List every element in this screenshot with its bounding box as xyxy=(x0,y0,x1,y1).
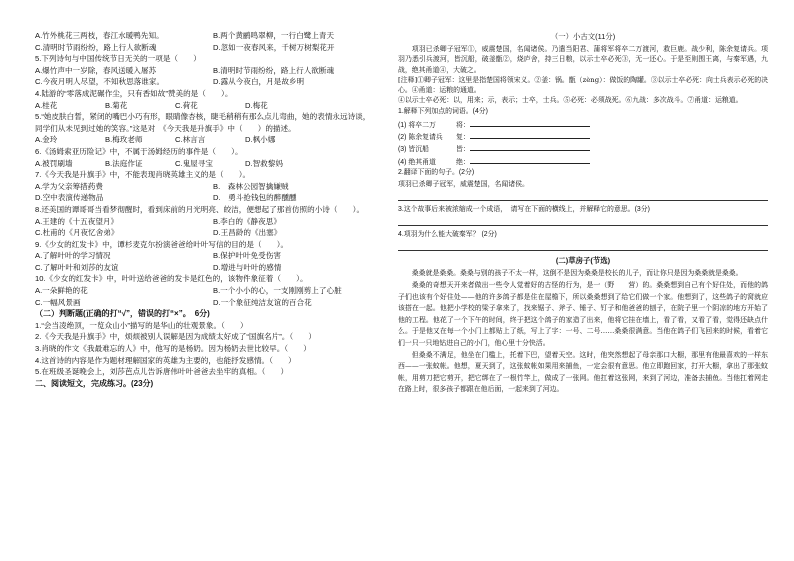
sentence-to-translate: 项羽已杀卿子冠军，威震楚国，名闻诸侯。 xyxy=(398,180,529,188)
question-8: 8.还美国的谭哥哥当看梦彻醒时，看到床前的月光明亮、皎洁，便想起了那首仿照的小诗（ ）。 xyxy=(35,204,365,214)
option-line: A.金玲 B.梅玫老师 C.林言言 D.枫小娜 xyxy=(35,135,276,145)
word-item: (3) 皆沉船 皆： xyxy=(398,142,768,154)
section-2-title: (二)草房子(节选) xyxy=(555,256,611,266)
option-line: A.学为父亲筹措药费 B. 森林公园智擒嫌贼 xyxy=(35,181,289,191)
judge-section-title: （二）判断题(正确的打“√”，错误的打“×”。 6分) xyxy=(35,309,210,319)
option-line: C.清明时节雨纷纷，路上行人欲断魂 D.忽如一夜春风来，千树万树梨花开 xyxy=(35,42,335,52)
guwen-text: 项羽已杀卿子冠军①，威震楚国，名闻诸侯。乃遣当阳君、蒲将军将卒二万渡河，救巨鹿。战少利，陈余复请兵。项羽乃悉引兵渡河，皆沉船，破釜甑②，烧庐舍，持三日粮，以示士卒必死③，无一还心。于是至则围王离，与秦军遇，九战，绝其甬道④，大破之。 xyxy=(398,45,768,74)
left-column xyxy=(35,30,390,550)
option-line: C.杜甫的《月夜忆舍弟》 D.王昌龄的《出塞》 xyxy=(35,228,282,238)
question-7: 7.《今天我是升旗手》中，不能表现肖晓英雄主义的是（ ）。 xyxy=(35,170,251,180)
judge-item: 1.“会当凌绝顶，一览众山小”描写的是华山的壮观景象。（ ） xyxy=(35,320,248,330)
question-5b: 5.“她皮肤白皙，紧闭的嘴巴小巧有形，眼睛像杏核，睫毛稍稍有那么点儿弯曲，她的表情永远诗谈， xyxy=(35,112,371,122)
answer-line[interactable] xyxy=(398,241,768,251)
reading-section-title: 二、阅读短文，完成练习。(23分) xyxy=(35,378,154,388)
question-4: 4.项羽为什么能大破秦军？ (2分) xyxy=(398,231,497,239)
question-2: 2.翻译下面的句子。(2分) xyxy=(398,168,475,176)
word-item: (1) 将卒二万 将： xyxy=(398,118,768,130)
question-3: 3.这个故事后来被浓缩成一个成语， 请写在下面的横线上，并解释它的意思。(3分) xyxy=(398,206,650,214)
question-5b-cont: 同学们从未见到过她的笑容。”这是对 《今天我是升旗手》中（ ）的描述。 xyxy=(35,123,296,133)
option-line: A.被罚刷墙 B.法庭作证 C.鬼屋寻宝 D.智救黎妈 xyxy=(35,158,283,168)
judge-item: 5.在班级圣诞晚会上，刘莎芭点儿告诉唐伟叶叶爸爸去坐牢的真相。（ ） xyxy=(35,367,289,377)
passage-paragraph: 但桑桑不满足，他坐在门槛上，托着下巴，望着天空。这时，他突然想起了母亲那口大橱，那里有他最喜欢的一样东西——一张蚊帐。他想，夏天到了，这张蚊帐如果用来捕鱼，一定会很有意思。他立即跑回家，打开大橱，拿出了那张蚊帐，用剪刀把它剪开，把它绑在了一根竹竿上，做成了一张网。他扛着这张网，来到了河边，准备去捕鱼。当他扛着网走在路上时，很多孩子都跟在他后面，一起来到了河边。 xyxy=(398,350,768,394)
option-line: D.空中表演传递物品 D. 勇斗抢钱包的醉醺醺 xyxy=(35,193,297,203)
guwen-title: （一）小古文(11分) xyxy=(550,32,616,41)
answer-blank[interactable] xyxy=(470,118,590,127)
option-line: A.爆竹声中一岁除，春风送暖入屠苏 B.清明时节雨纷纷，路上行人欲断魂 xyxy=(35,65,335,75)
judge-item: 3.肖晓的作文《我最难忘的人》中，他写的是杨奶。因为杨奶去世比较早。（ ） xyxy=(35,344,311,354)
option-line: C.一幅风景画 D.一个象征纯洁友谊的百合花 xyxy=(35,297,312,307)
question-10: 10.《少女的红发卡》中，叶叶送给爸爸的发卡是红色的，该物件象征着（ ）。 xyxy=(35,274,308,284)
judge-item: 4.这首诗的内容是作为题材理解国家的英雄为主要的，也能抒发感情。（ ） xyxy=(35,355,296,365)
judge-item: 2.《今天我是升旗手》中，烦烦被别人误解是因为成绩太好成了“国旗名片”。（ ） xyxy=(35,332,316,342)
option-line: A.王建的《十五夜望月》 B.李白的《静夜思》 xyxy=(35,216,281,226)
option-line: A.一朵鲜艳的花 B.一个小小的心，一支刚刚剪上了心脏 xyxy=(35,286,342,296)
passage-paragraph: 桑桑的奇想天开来者做出一些令人觉着好的古怪的行为，是一（野 营）的。桑桑想到自己有个好住处，而他的鸽子们也该有个好住处——他的许多鸽子都是住在屋檐下，所以桑桑想到了给它们做一个家。他想到了，这些鸽子的窝就应该搭在一起。他把小学校的梁子拿来了，找来锯子、斧子、锤子、钉子和他爸爸的刨子，在院子里一个阴凉的地方开始了他的工程。他花了一个下午的时间，终于把这个鸽子的家造了出来，他将它挂在墙上，看了看，又看了看，觉得还缺点什么。于是他又在每一个小门上都贴上了纸，写上了字：一号、二号……桑桑很满意。当他在鸽子们飞回来的时候，看着它们一只一只地钻进自己的小门，他心里十分快活。 xyxy=(398,281,768,348)
word-item: (4) 绝其甬道 绝： xyxy=(398,155,768,167)
option-line: A.竹外桃花三两枝，春江水暖鸭先知。 B.两个黄鹂鸣翠柳，一行白鹭上青天 xyxy=(35,31,335,40)
question-9: 9.《少女的红发卡》中，谭杉麦克尔扮演爸爸给叶叶写信的目的是（ ）。 xyxy=(35,239,289,249)
right-column xyxy=(398,30,768,550)
option-line: A.了解叶叶的学习情况 B.保护叶叶免受伤害 xyxy=(35,251,281,261)
passage-paragraph: 桑桑就是桑桑。桑桑与别的孩子不太一样，这倒不是因为桑桑是校长的儿子，而让你只是因为桑桑就是桑桑。 xyxy=(411,269,743,278)
option-line: C.了解叶叶和刘莎的友谊 D.增进与叶叶的感情 xyxy=(35,262,282,272)
answer-blank[interactable] xyxy=(470,155,590,164)
answer-line[interactable] xyxy=(398,191,768,201)
question-4: 4.陆游的“零落成泥碾作尘，只有香如故”赞美的是（ ）。 xyxy=(35,88,233,98)
answer-blank[interactable] xyxy=(470,130,590,139)
word-item: (2) 陈余复请兵 复： xyxy=(398,130,768,142)
option-line: A.桂花 B.菊花 C.荷花 D.梅花 xyxy=(35,100,268,110)
answer-blank[interactable] xyxy=(470,142,590,151)
guwen-note: [注释]①卿子冠军：这里是指楚国将领宋义。②釜：锅。甑（zèng）：做饭的陶罐。③以示士卒必死：向士兵表示必死的决心。④甬道：运粮的通道。 xyxy=(398,75,768,95)
question-6: 6.《汤姆索亚历险记》中，不属于汤姆经历的事件是（ ）。 xyxy=(35,146,243,156)
question-5: 5.下列诗句与中国传统节日无关的一项是（ ） xyxy=(35,54,201,64)
guwen-note-2: ④以示士卒必死：以，用来；示，表示；士卒，士兵。⑤必死：必须战死。⑥九战：多次战斗。⑦甬道：运粮道。 xyxy=(398,96,743,105)
question-1: 1.解释下列加点的词语。(4分) xyxy=(398,107,488,115)
answer-line[interactable] xyxy=(398,216,768,226)
option-line: C.今夜月明人尽望，不知秋思落谁家。 D.露从今夜白，月是故乡明 xyxy=(35,77,305,87)
